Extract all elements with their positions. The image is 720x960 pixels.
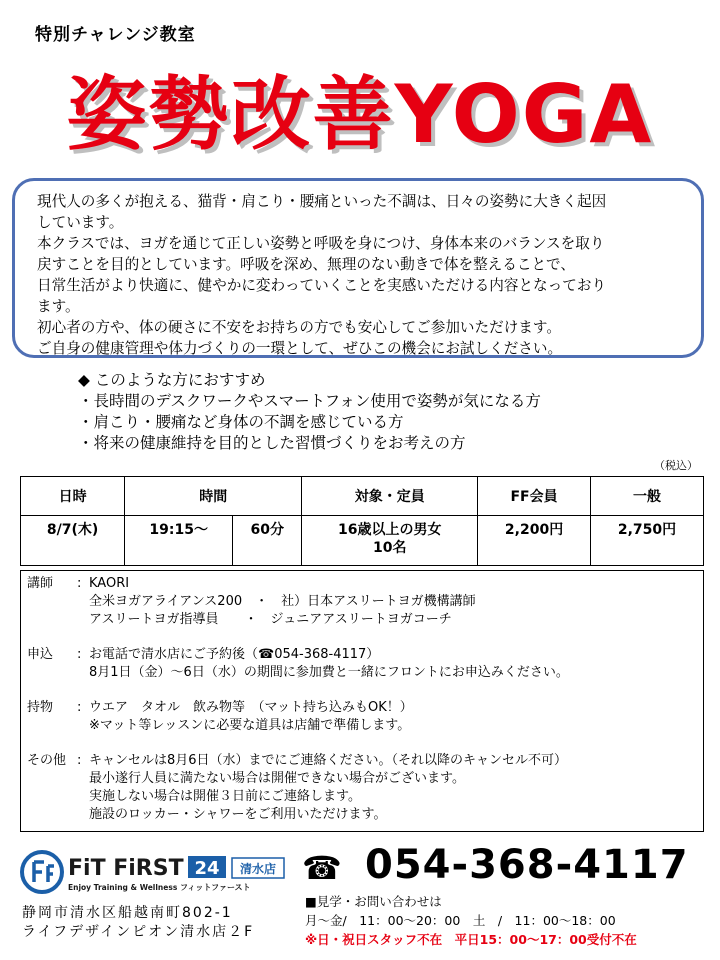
cell-date: 8/7(木) [21,516,125,566]
page-subtitle: 特別チャレンジ教室 [35,25,196,45]
other-line: キャンセルは8月6日（水）までにご連絡ください。（それ以降のキャンセル不可） [89,753,568,768]
other-line: 施設のロッカー・シャワーをご利用いただけます。 [89,807,387,822]
recommend-list [78,370,541,454]
cell-member-price: 2,200円 [478,516,591,566]
logo-mark-icon [34,862,54,882]
colon: : [77,647,82,662]
intro-line: 現代人の多くが抱える、猫背・肩こり・腰痛といった不調は、日々の姿勢に大きく起因 [37,193,607,210]
colon: : [77,576,82,591]
intro-line: ご自身の健康管理や体力づくりの一環として、ぜひこの機会にお試しください。 [37,340,563,357]
other-section [27,752,697,824]
contact-info [305,892,637,949]
other-label: その他 [27,753,67,768]
logo-store: 清水店 [239,862,277,876]
phone-number[interactable]: 054-368-4117 [365,842,689,888]
header-member-price: FF会員 [478,477,591,516]
header-target: 対象・定員 [302,477,478,516]
instructor-line: KAORI [89,576,130,591]
logo-tagline: Enjoy Training & Wellness [68,883,178,892]
instructor-section [27,575,697,629]
opening-hours: 月～金/ 11：00～20：00 土 / 11：00～18：00 [305,913,616,928]
colon: : [77,700,82,715]
recommend-heading: ◆ このような方におすすめ [78,371,266,389]
header-time: 時間 [125,477,302,516]
intro-line: ます。 [37,298,80,315]
items-section [27,699,697,735]
instructor-label: 講師 [27,576,54,591]
colon: : [77,753,82,768]
items-line: ウエア タオル 飲み物等 （マット持ち込みもOK！） [89,700,413,715]
contact-heading: ■見学・お問い合わせは [305,894,442,909]
address-line: 静岡市清水区船越南町802-1 [22,905,233,921]
intro-line: しています。 [37,214,124,231]
phone-icon: ☎ [302,849,342,887]
other-line: 実施しない場合は開催３日前にご連絡します。 [89,789,361,804]
header-date: 日時 [21,477,125,516]
staff-absence-notice: ※日・祝日スタッフ不在 平日15：00～17：00受付不在 [305,932,637,947]
details-box [20,570,704,832]
intro-box [12,178,704,358]
apply-line: お電話で清水店にご予約後（☎054-368-4117） [89,647,380,662]
intro-line: 戻すことを目的としています。呼吸を深め、無理のない動きで体を整えることで、 [37,256,575,273]
cell-duration: 60分 [233,516,302,566]
recommend-item: ・肩こり・腰痛など身体の不調を感じている方 [78,413,404,431]
apply-label: 申込 [27,647,54,662]
cell-target [302,516,478,566]
apply-section [27,646,697,682]
intro-line: 日常生活がより快適に、健やかに変わっていくことを実感いただける内容となっており [37,277,607,294]
schedule-table [20,476,704,566]
logo-24: 24 [194,858,220,879]
other-line: 最小遂行人員に満たない場合は開催できない場合がございます。 [89,771,465,786]
cell-start-time: 19:15～ [125,516,233,566]
header-general-price: 一般 [591,477,704,516]
logo-wordmark: FiT FiRST [68,856,184,881]
fit-first-logo [20,848,290,896]
intro-line: 初心者の方や、体の硬さに不安をお持ちの方でも安心してご参加いただけます。 [37,319,561,336]
table-header-row [21,477,704,516]
apply-line: 8月1日（金）～6日（水）の期間に参加費と一緒にフロントにお申込みください。 [89,665,569,680]
items-label: 持物 [27,700,54,715]
logo-katakana: フィットファースト [180,883,251,892]
recommend-item: ・将来の健康維持を目的とした習慣づくりをお考えの方 [78,434,466,452]
target-capacity: 10名 [373,540,407,556]
intro-line: 本クラスでは、ヨガを通じて正しい姿勢と呼吸を身につけ、身体本来のバランスを取り [37,235,605,252]
target-age: 16歳以上の男女 [338,522,442,538]
recommend-item: ・長時間のデスクワークやスマートフォン使用で姿勢が気になる方 [78,392,541,410]
tax-note: （税込） [654,459,698,472]
items-line: ※マット等レッスンに必要な道具は店舗で準備します。 [89,718,411,733]
address-line: ライフデザインピオン清水店２F [22,924,255,940]
cell-general-price: 2,750円 [591,516,704,566]
table-row [21,516,704,566]
store-address [22,904,254,942]
instructor-line: アスリートヨガ指導員 ・ ジュニアアスリートヨガコーチ [89,612,452,627]
main-title: 姿勢改善YOGA [66,68,654,161]
instructor-line: 全米ヨガアライアンス200 ・ 社）日本アスリートヨガ機構講師 [89,594,476,609]
